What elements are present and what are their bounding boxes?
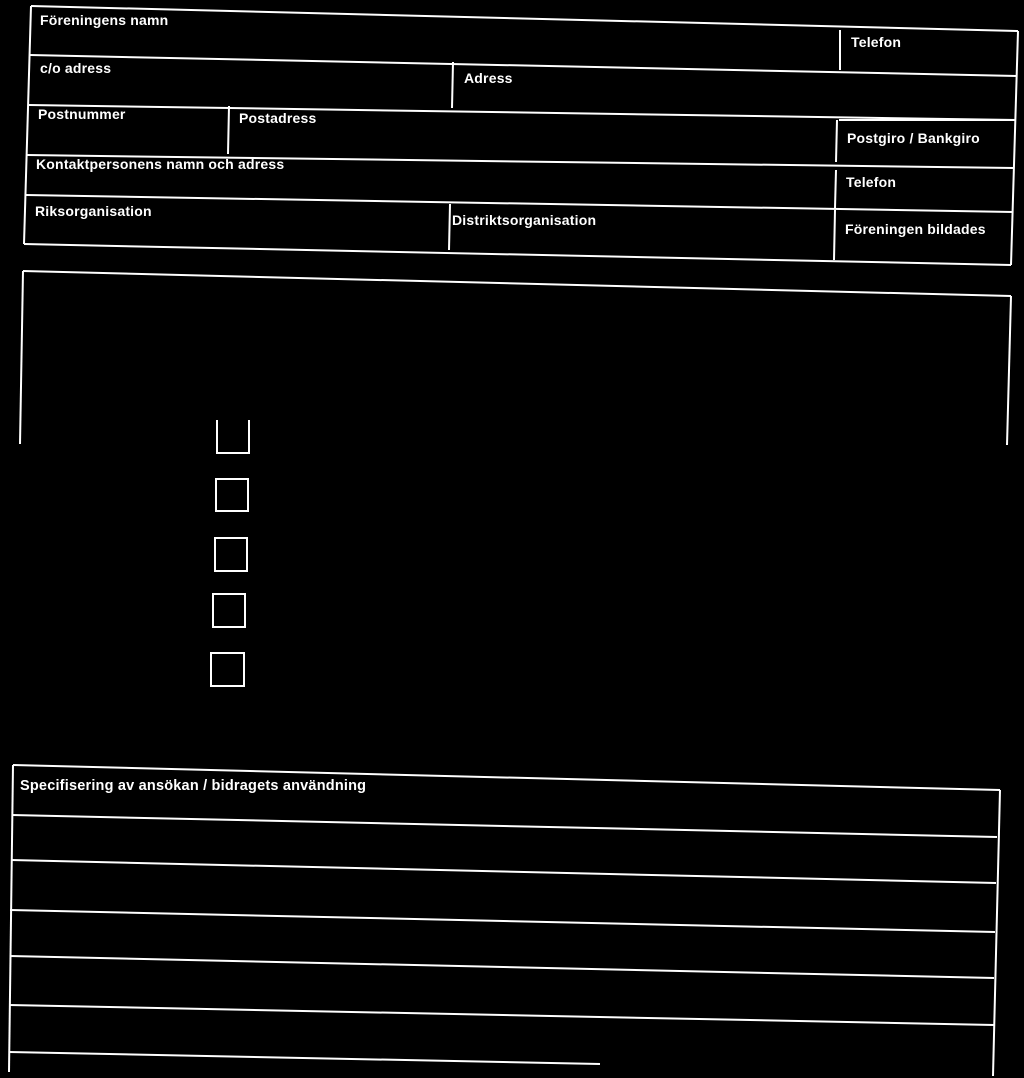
label-riksorganisation: Riksorganisation (35, 203, 152, 219)
field-kontaktperson[interactable] (28, 154, 834, 196)
checkbox-3[interactable] (214, 537, 248, 572)
field-postadress[interactable] (231, 108, 831, 153)
label-kontaktperson: Kontaktpersonens namn och adress (36, 156, 285, 172)
label-bildades: Föreningen bildades (845, 221, 986, 237)
checkbox-2[interactable] (215, 478, 249, 512)
field-bildades[interactable] (837, 214, 1013, 258)
label-postgiro: Postgiro / Bankgiro (847, 130, 980, 146)
field-postgiro[interactable] (839, 122, 1015, 162)
label-distriktsorganisation: Distriktsorganisation (452, 212, 597, 228)
spec-line-1[interactable] (14, 818, 994, 860)
field-adress[interactable] (456, 64, 1016, 109)
field-co-adress[interactable] (32, 58, 450, 103)
checkbox-1[interactable] (216, 420, 250, 454)
label-co-adress: c/o adress (40, 60, 112, 76)
field-riksorganisation[interactable] (27, 200, 447, 244)
spec-line-5[interactable] (11, 1008, 991, 1052)
checkbox-4[interactable] (212, 593, 246, 628)
label-postnummer: Postnummer (38, 106, 126, 122)
spec-line-2[interactable] (13, 864, 993, 908)
field-forening-namn[interactable] (34, 8, 834, 53)
label-postadress: Postadress (239, 110, 317, 126)
field-distriktsorganisation[interactable] (452, 206, 832, 250)
spec-line-4[interactable] (12, 960, 992, 1004)
spec-line-3[interactable] (12, 914, 992, 954)
label-telefon-2: Telefon (846, 174, 897, 190)
label-adress: Adress (464, 70, 513, 86)
field-telefon-2[interactable] (838, 168, 1014, 208)
field-postnummer[interactable] (30, 106, 226, 151)
checkbox-5[interactable] (210, 652, 245, 687)
label-forening-namn: Föreningens namn (40, 12, 169, 28)
label-telefon-1: Telefon (851, 34, 902, 50)
specification-heading: Specifisering av ansökan / bidragets användning (20, 778, 367, 794)
